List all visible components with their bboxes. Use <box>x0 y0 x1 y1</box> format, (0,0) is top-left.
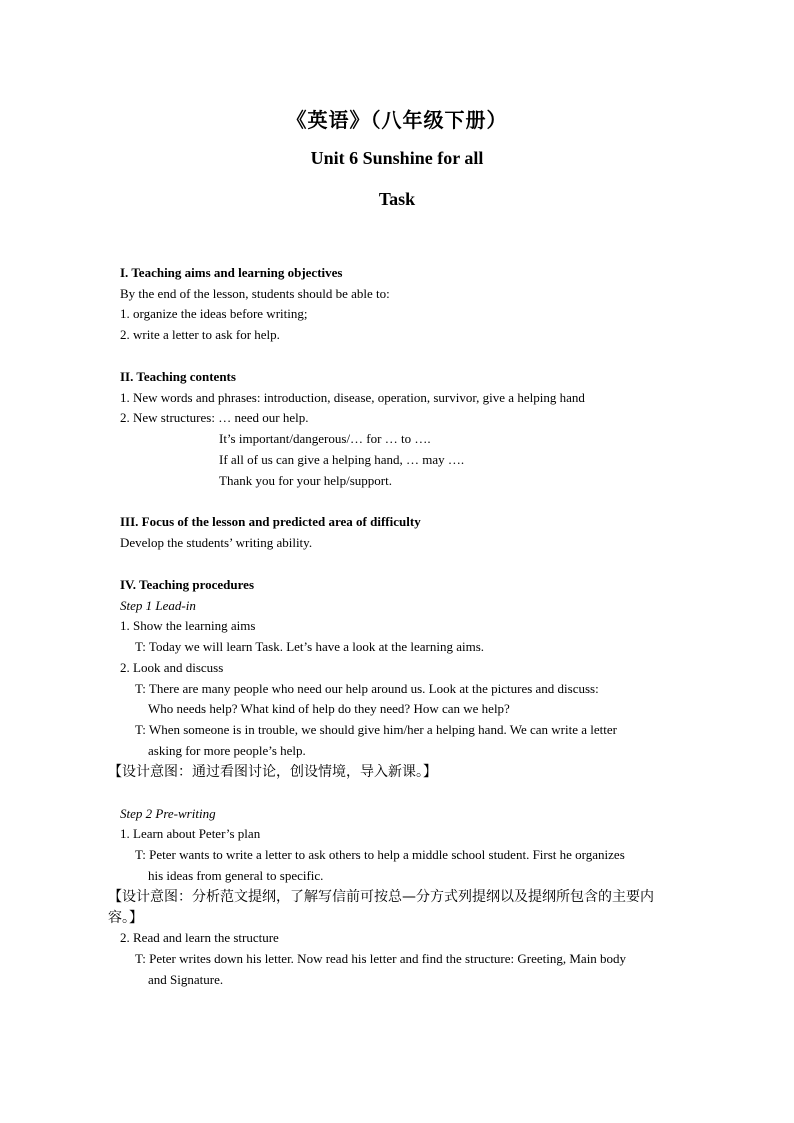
step-2-item-2-text-a: T: Peter writes down his letter. Now read his letter and find the structure: Greeting, Main body <box>135 951 627 966</box>
step-2-item-1-text-b: his ideas from general to specific. <box>148 868 324 883</box>
document-title: 《英语》（八年级下册） <box>286 108 508 132</box>
contents-structure-2: If all of us can give a helping hand, … may …. <box>219 452 465 467</box>
contents-item-1: 1. New words and phrases: introduction, disease, operation, survivor, give a helping hand <box>120 390 585 405</box>
step-2-design-note-b: 容。】 <box>108 910 143 926</box>
focus-text: Develop the students’ writing ability. <box>120 535 313 550</box>
contents-item-2: 2. New structures: … need our help. <box>120 410 309 425</box>
step-1-item-1: 1. Show the learning aims <box>120 618 256 633</box>
contents-heading: II. Teaching contents <box>120 369 236 384</box>
procedures-heading: IV. Teaching procedures <box>120 577 255 592</box>
step-1-design-note: 【设计意图：通过看图讨论，创设情境，导入新课。】 <box>108 764 437 780</box>
step-2-item-1: 1. Learn about Peter’s plan <box>120 826 261 841</box>
step-1-item-2-text-c: T: When someone is in trouble, we should give him/her a helping hand. We can write a letter <box>135 722 617 737</box>
aims-item-2: 2. write a letter to ask for help. <box>120 327 280 342</box>
step-2-item-1-text-a: T: Peter wants to write a letter to ask others to help a middle school student. First he organizes <box>135 847 625 862</box>
contents-structure-3: Thank you for your help/support. <box>219 473 392 488</box>
aims-heading: I. Teaching aims and learning objectives <box>120 265 343 280</box>
step-2-item-2-text-b: and Signature. <box>148 972 224 987</box>
step-1-item-2-text-d: asking for more people’s help. <box>148 743 306 758</box>
aims-item-1: 1. organize the ideas before writing; <box>120 306 308 321</box>
unit-title: Unit 6 Sunshine for all <box>310 148 484 168</box>
step-1-heading: Step 1 Lead-in <box>120 598 196 613</box>
step-1-item-2: 2. Look and discuss <box>120 660 224 675</box>
aims-intro: By the end of the lesson, students should be able to: <box>120 286 390 301</box>
section-title: Task <box>378 189 416 209</box>
step-2-heading: Step 2 Pre-writing <box>120 806 216 821</box>
focus-heading: III. Focus of the lesson and predicted area of difficulty <box>120 514 421 529</box>
step-1-item-2-text-a: T: There are many people who need our help around us. Look at the pictures and discuss: <box>135 681 599 696</box>
step-1-item-2-text-b: Who needs help? What kind of help do they need? How can we help? <box>148 701 510 716</box>
step-1-item-1-text: T: Today we will learn Task. Let’s have a look at the learning aims. <box>135 639 485 654</box>
step-2-design-note-a: 【设计意图：分析范文提纲，了解写信前可按总—分方式列提纲以及提纲所包含的主要内 <box>108 889 654 905</box>
contents-structure-1: It’s important/dangerous/… for … to …. <box>219 431 431 446</box>
step-2-item-2: 2. Read and learn the structure <box>120 930 279 945</box>
